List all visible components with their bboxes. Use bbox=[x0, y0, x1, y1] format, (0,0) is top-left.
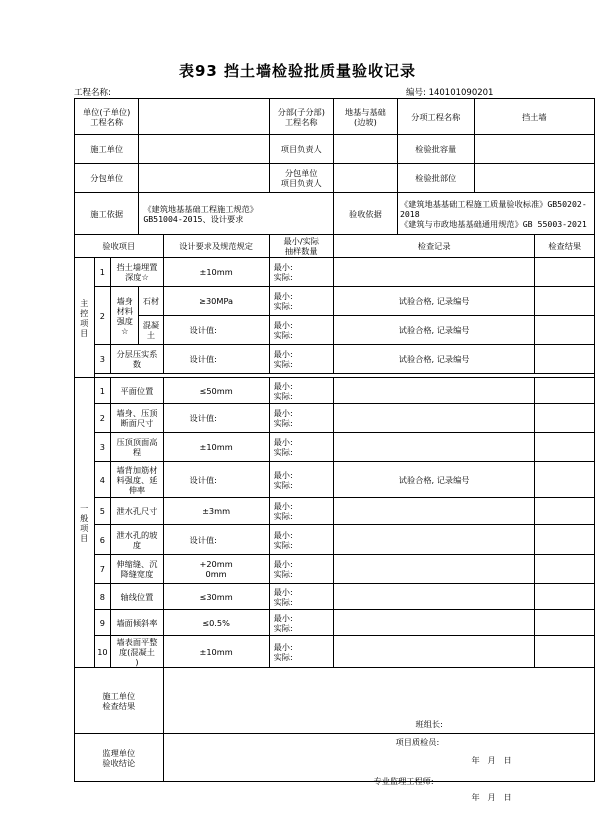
general-item-name: 平面位置 bbox=[111, 378, 163, 404]
general-item-design[interactable]: 设计值: bbox=[163, 525, 269, 555]
constructor-value[interactable] bbox=[139, 135, 269, 164]
general-item-name: 轴线位置 bbox=[111, 584, 163, 610]
part-label: 检验批部位 bbox=[397, 164, 474, 193]
supervision-date: 年 月 日 bbox=[471, 791, 512, 802]
general-item-no: 2 bbox=[94, 404, 111, 433]
general-item-sample[interactable]: 最小: 实际: bbox=[269, 555, 333, 584]
general-item-no: 8 bbox=[94, 584, 111, 610]
main-item-sample[interactable]: 最小: 实际: bbox=[269, 345, 333, 374]
general-item-record[interactable] bbox=[333, 498, 535, 525]
general-item-no: 7 bbox=[94, 555, 111, 584]
supervision-label: 监理单位 验收结论 bbox=[75, 734, 164, 782]
general-item-design: +20mm 0mm bbox=[163, 555, 269, 584]
general-item-record[interactable] bbox=[333, 378, 535, 404]
general-item-result[interactable] bbox=[535, 462, 595, 498]
general-item-sample[interactable]: 最小: 实际: bbox=[269, 433, 333, 462]
manager-label: 项目负责人 bbox=[269, 135, 333, 164]
main-item-result[interactable] bbox=[535, 287, 595, 316]
general-item-design: ≤0.5% bbox=[163, 610, 269, 636]
unit-label: 单位(子单位) 工程名称 bbox=[75, 99, 139, 135]
serial-number: 编号: 140101090201 bbox=[406, 88, 494, 98]
general-item-design: ±3mm bbox=[163, 498, 269, 525]
general-item-sample[interactable]: 最小: 实际: bbox=[269, 378, 333, 404]
general-item-design[interactable]: 设计值: bbox=[163, 404, 269, 433]
general-item-result[interactable] bbox=[535, 584, 595, 610]
main-item-design[interactable]: 设计值: bbox=[163, 316, 269, 345]
general-item-design: ±10mm bbox=[163, 636, 269, 668]
general-item-result[interactable] bbox=[535, 555, 595, 584]
general-item-name: 伸缩缝、沉 降缝宽度 bbox=[111, 555, 163, 584]
construction-date: 年 月 日 bbox=[471, 754, 512, 765]
construction-check-area[interactable] bbox=[163, 668, 594, 765]
main-item-record[interactable]: 试验合格, 记录编号 bbox=[333, 287, 535, 316]
main-item-result[interactable] bbox=[535, 258, 595, 287]
general-item-record[interactable] bbox=[333, 610, 535, 636]
main-item-name: 分层压实系 数 bbox=[111, 345, 163, 374]
main-control-label: 主 控 项 目 bbox=[75, 258, 95, 378]
sub-manager-label: 分包单位 项目负责人 bbox=[269, 164, 333, 193]
basis-value: 《建筑地基基础工程施工规范》 GB51004-2015、设计要求 bbox=[139, 193, 334, 235]
division-value: 地基与基础 (边坡) bbox=[333, 99, 397, 135]
unit-value[interactable] bbox=[139, 99, 269, 135]
general-item-sample[interactable]: 最小: 实际: bbox=[269, 498, 333, 525]
general-item-no: 4 bbox=[94, 462, 111, 498]
general-item-no: 6 bbox=[94, 525, 111, 555]
general-item-result[interactable] bbox=[535, 636, 595, 668]
general-item-name: 墙身、压顶 断面尺寸 bbox=[111, 404, 163, 433]
main-item-design: ≥30MPa bbox=[163, 287, 269, 316]
col-record: 检查记录 bbox=[333, 235, 535, 258]
general-item-name: 压顶顶面高 程 bbox=[111, 433, 163, 462]
general-item-no: 9 bbox=[94, 610, 111, 636]
acceptance-basis-value: 《建筑地基基础工程施工质量验收标准》GB50202-2018 《建筑与市政地基基础通用规范》GB 55003-2021 bbox=[397, 193, 594, 235]
general-item-design: ≤30mm bbox=[163, 584, 269, 610]
col-sample: 最小/实际 抽样数量 bbox=[269, 235, 333, 258]
general-item-record[interactable] bbox=[333, 433, 535, 462]
general-item-name: 墙背加筋材 料强度、延 伸率 bbox=[111, 462, 163, 498]
team-leader-label: 班组长: bbox=[415, 718, 443, 729]
subitem-value: 挡土墙 bbox=[474, 99, 594, 135]
general-item-result[interactable] bbox=[535, 404, 595, 433]
project-name-label: 工程名称: bbox=[74, 88, 111, 98]
subitem-label: 分项工程名称 bbox=[397, 99, 474, 135]
general-item-name: 墙面倾斜率 bbox=[111, 610, 163, 636]
general-item-no: 1 bbox=[94, 378, 111, 404]
construction-check-label: 施工单位 检查结果 bbox=[75, 668, 164, 734]
main-item-sample[interactable]: 最小: 实际: bbox=[269, 287, 333, 316]
general-item-sample[interactable]: 最小: 实际: bbox=[269, 584, 333, 610]
general-item-result[interactable] bbox=[535, 525, 595, 555]
general-item-record[interactable] bbox=[333, 525, 535, 555]
main-item-no: 3 bbox=[94, 345, 111, 374]
general-item-design[interactable]: 设计值: bbox=[163, 462, 269, 498]
general-item-sample[interactable]: 最小: 实际: bbox=[269, 404, 333, 433]
main-item-result[interactable] bbox=[535, 345, 595, 374]
general-item-sample[interactable]: 最小: 实际: bbox=[269, 462, 333, 498]
division-label: 分部(子分部) 工程名称 bbox=[269, 99, 333, 135]
main-item-result[interactable] bbox=[535, 316, 595, 345]
main-item-no: 2 bbox=[94, 287, 111, 345]
main-item-record[interactable]: 试验合格, 记录编号 bbox=[333, 345, 535, 374]
general-item-design: ≤50mm bbox=[163, 378, 269, 404]
main-item-design: ±10mm bbox=[163, 258, 269, 287]
constructor-label: 施工单位 bbox=[75, 135, 139, 164]
general-item-record[interactable] bbox=[333, 636, 535, 668]
main-item-sub: 石材 bbox=[139, 287, 163, 316]
sub-manager-value[interactable] bbox=[333, 164, 397, 193]
main-item-design[interactable]: 设计值: bbox=[163, 345, 269, 374]
main-item-name: 墙身 材料 强度 ☆ bbox=[111, 287, 139, 345]
general-item-no: 5 bbox=[94, 498, 111, 525]
general-item-result[interactable] bbox=[535, 378, 595, 404]
general-item-result[interactable] bbox=[535, 610, 595, 636]
main-item-record[interactable] bbox=[333, 258, 535, 287]
general-item-record[interactable] bbox=[333, 555, 535, 584]
main-item-no: 1 bbox=[94, 258, 111, 287]
general-item-sample[interactable]: 最小: 实际: bbox=[269, 636, 333, 668]
col-design: 设计要求及规范规定 bbox=[163, 235, 269, 258]
col-result: 检查结果 bbox=[535, 235, 595, 258]
general-item-design: ±10mm bbox=[163, 433, 269, 462]
engineer-label: 专业监理工程师: bbox=[373, 775, 434, 786]
general-item-record[interactable] bbox=[333, 584, 535, 610]
basis-label: 施工依据 bbox=[75, 193, 139, 235]
manager-value[interactable] bbox=[333, 135, 397, 164]
general-item-name: 墙表面平整 度(混凝土 ) bbox=[111, 636, 163, 668]
general-item-result[interactable] bbox=[535, 433, 595, 462]
col-item: 验收项目 bbox=[75, 235, 164, 258]
inspection-form bbox=[74, 98, 595, 802]
supervision-area[interactable] bbox=[163, 734, 594, 802]
general-item-name: 泄水孔尺寸 bbox=[111, 498, 163, 525]
subcontractor-label: 分包单位 bbox=[75, 164, 139, 193]
main-item-sample[interactable]: 最小: 实际: bbox=[269, 258, 333, 287]
general-label: 一 般 项 目 bbox=[75, 378, 95, 668]
general-item-no: 10 bbox=[94, 636, 111, 668]
main-item-name: 挡土墙埋置 深度☆ bbox=[111, 258, 163, 287]
main-item-sample[interactable]: 最小: 实际: bbox=[269, 316, 333, 345]
capacity-label: 检验批容量 bbox=[397, 135, 474, 164]
general-item-record[interactable]: 试验合格, 记录编号 bbox=[333, 462, 535, 498]
general-item-name: 泄水孔的坡 度 bbox=[111, 525, 163, 555]
subcontractor-value[interactable] bbox=[139, 164, 269, 193]
acceptance-basis-label: 验收依据 bbox=[333, 193, 397, 235]
general-item-no: 3 bbox=[94, 433, 111, 462]
main-item-record[interactable]: 试验合格, 记录编号 bbox=[333, 316, 535, 345]
general-item-sample[interactable]: 最小: 实际: bbox=[269, 525, 333, 555]
general-item-sample[interactable]: 最小: 实际: bbox=[269, 610, 333, 636]
general-item-record[interactable] bbox=[333, 404, 535, 433]
inspector-label: 项目质检员: bbox=[395, 736, 440, 747]
capacity-value[interactable] bbox=[474, 135, 594, 164]
general-item-result[interactable] bbox=[535, 498, 595, 525]
part-value[interactable] bbox=[474, 164, 594, 193]
page-title: 表93 挡土墙检验批质量验收记录 bbox=[178, 62, 417, 80]
main-item-sub: 混凝 土 bbox=[139, 316, 163, 345]
